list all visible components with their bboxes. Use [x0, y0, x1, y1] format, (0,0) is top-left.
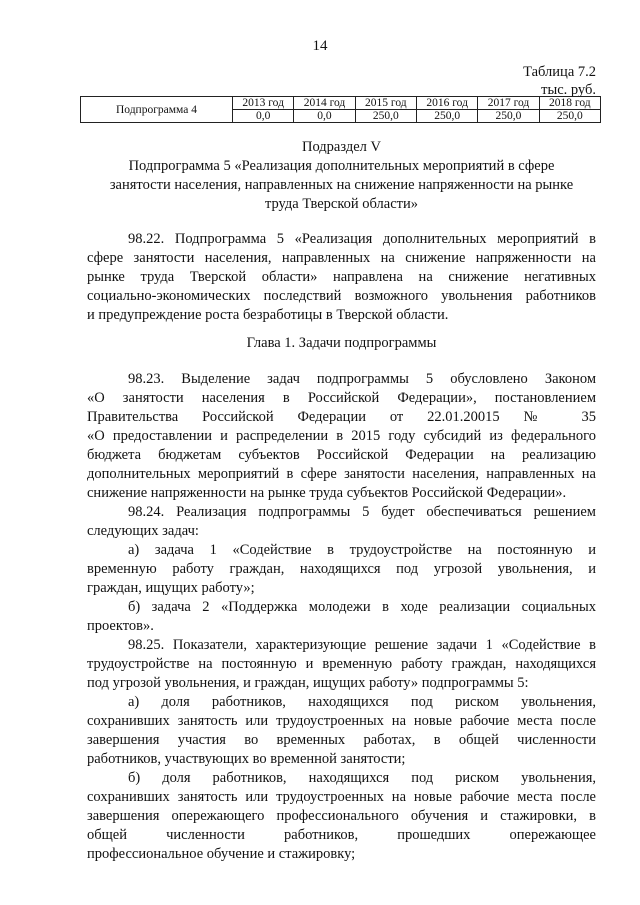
- text-line: дополнительных мероприятий в сфере занятости населения, направленных на: [87, 466, 596, 482]
- subsection-label: Подраздел V: [302, 139, 381, 155]
- text-line: б) доля работников, находящихся под риском увольнения,: [128, 770, 596, 786]
- text-line: 98.25. Показатели, характеризующие решение задачи 1 «Содействие в: [128, 637, 596, 653]
- text-line: 98.24. Реализация подпрограммы 5 будет обеспечиваться решением: [128, 504, 596, 520]
- text-line: профессиональное обучение и стажировку;: [87, 846, 356, 862]
- text-line: сфере занятости населения, направленных на снижение напряженности на: [87, 250, 596, 266]
- value-cell: 250,0: [355, 110, 416, 123]
- value-cell: 250,0: [539, 110, 600, 123]
- text-line: рынке труда Тверской области» направлена на снижение негативных: [87, 269, 596, 285]
- paragraph-98-22: [87, 230, 596, 325]
- table-unit: тыс. руб.: [541, 82, 596, 98]
- year-cell: 2017 год: [478, 97, 539, 110]
- paragraph-98-23-block: [87, 370, 596, 864]
- text-line: работников, участвующих во временной занятости;: [87, 751, 406, 767]
- text-line: социально-экономических последствий возможного увольнения работников: [87, 288, 596, 304]
- text-line: сохранивших занятость или трудоустроенных на новые рабочие места после: [87, 789, 596, 805]
- text-line: б) задача 2 «Поддержка молодежи в ходе реализации социальных: [128, 599, 596, 615]
- value-cell: 0,0: [233, 110, 294, 123]
- page-number: 14: [312, 38, 328, 54]
- text-line: сохранивших занятость или трудоустроенных на новые рабочие места после: [87, 713, 596, 729]
- subsection-heading: [87, 138, 596, 214]
- value-cell: 250,0: [478, 110, 539, 123]
- text-line: снижение напряженности на рынке труда субъектов Российской Федерации».: [87, 485, 567, 501]
- chapter-title: Глава 1. Задачи подпрограммы: [246, 335, 437, 351]
- table-header-row: [81, 97, 601, 110]
- subsection-title-line: занятости населения, направленных на снижение напряженности на рынке: [109, 177, 574, 193]
- subsection-title-line: Подпрограмма 5 «Реализация дополнительных мероприятий в сфере: [128, 158, 555, 174]
- text-line: 98.23. Выделение задач подпрограммы 5 обусловлено Законом: [128, 371, 596, 387]
- value-cell: 0,0: [294, 110, 355, 123]
- budget-table: [80, 96, 601, 123]
- year-cell: 2016 год: [416, 97, 477, 110]
- text-line: общей численности работников, прошедших опережающее: [87, 827, 596, 843]
- row-label: Подпрограмма 4: [81, 97, 233, 123]
- text-line: «О предоставлении и распределении в 2015 году субсидий из федерального: [87, 428, 596, 444]
- text-line: завершения участия во временных работах, в общей численности: [87, 732, 596, 748]
- text-line: и предупреждение роста безработицы в Тверской области.: [87, 307, 449, 323]
- value-cell: 250,0: [416, 110, 477, 123]
- text-line: временную работу граждан, находящихся под угрозой увольнения, и: [87, 561, 596, 577]
- year-cell: 2013 год: [233, 97, 294, 110]
- text-line: завершения опережающего профессионального обучения и стажировки, в: [87, 808, 596, 824]
- text-line: 98.22. Подпрограмма 5 «Реализация дополнительных мероприятий в: [128, 231, 596, 247]
- text-line: а) доля работников, находящихся под риском увольнения,: [128, 694, 596, 710]
- text-line: «О занятости населения в Российской Федерации», постановлением: [87, 390, 596, 406]
- year-cell: 2018 год: [539, 97, 600, 110]
- table-caption: Таблица 7.2: [523, 64, 596, 80]
- year-cell: 2014 год: [294, 97, 355, 110]
- text-line: а) задача 1 «Содействие в трудоустройстве на постоянную и: [128, 542, 596, 558]
- text-line: граждан, ищущих работу»;: [87, 580, 255, 596]
- text-line: проектов».: [87, 618, 154, 634]
- text-line: под угрозой увольнения, и граждан, ищущих работу» подпрограммы 5:: [87, 675, 529, 691]
- text-line: трудоустройстве на постоянную и временную работу граждан, находящихся: [87, 656, 596, 672]
- text-line: Правительства Российской Федерации от 22.01.20015 № 35: [87, 409, 596, 425]
- text-line: бюджета бюджетам субъектов Российской Федерации на реализацию: [87, 447, 596, 463]
- year-cell: 2015 год: [355, 97, 416, 110]
- text-line: следующих задач:: [87, 523, 199, 539]
- subsection-title-line: труда Тверской области»: [264, 196, 419, 212]
